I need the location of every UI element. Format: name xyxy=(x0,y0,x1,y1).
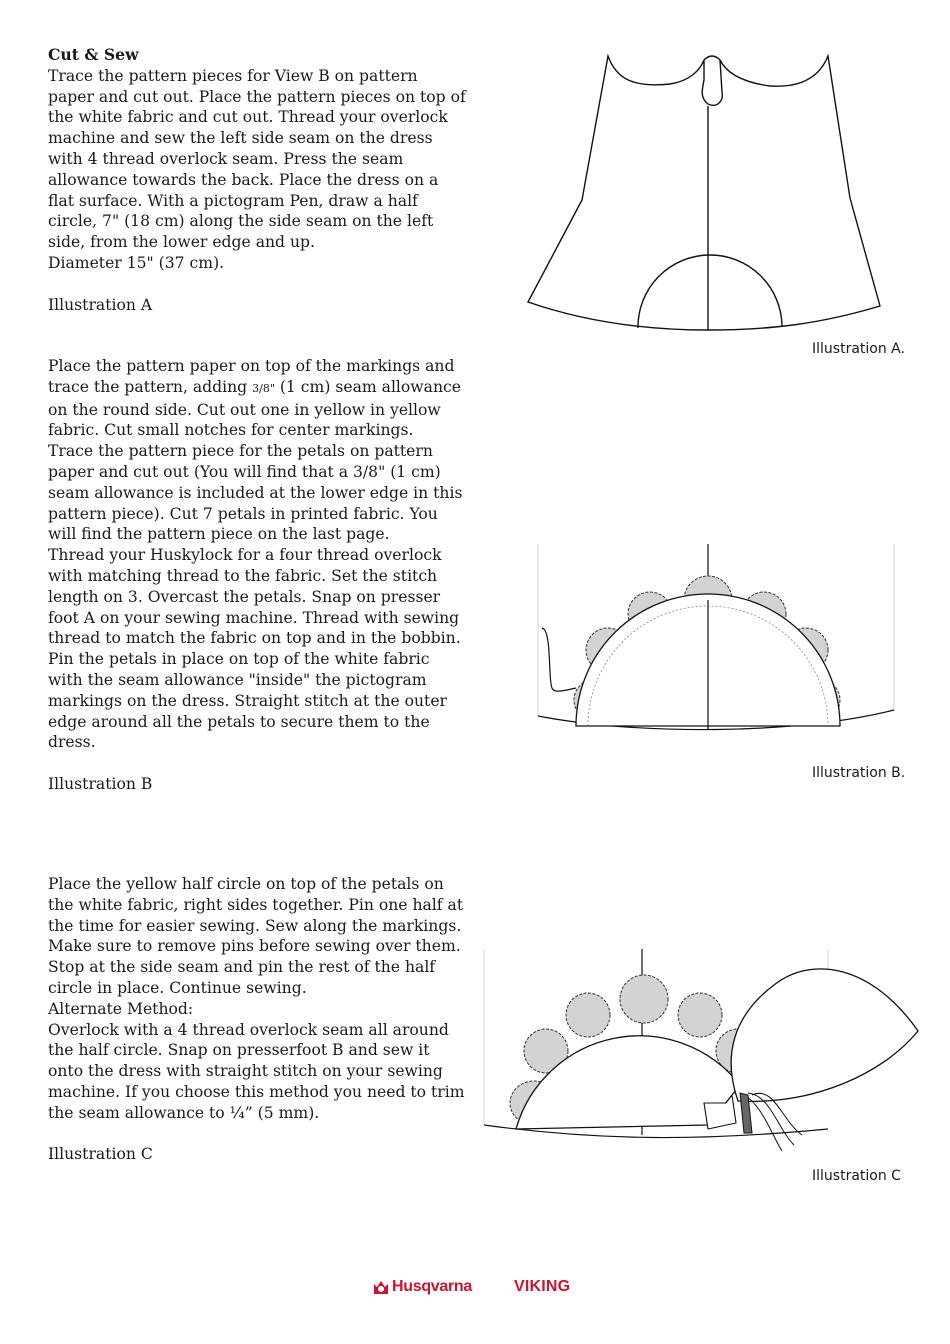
dress-outline xyxy=(528,56,880,330)
seam-fraction: 3/8" xyxy=(252,381,275,395)
viking-wordmark: VIKING xyxy=(514,1278,571,1295)
illustration-c-sewing xyxy=(482,945,920,1170)
caption-illustration-a: Illustration A. xyxy=(812,341,905,357)
footer-brand xyxy=(370,1276,600,1300)
pattern-paper-paragraph xyxy=(48,356,468,441)
husqvarna-crown-icon xyxy=(372,1278,390,1296)
section-heading: Cut & Sew xyxy=(48,45,139,64)
illustration-a-dress xyxy=(520,50,920,340)
illustration-c-reference: Illustration C xyxy=(48,1145,153,1164)
illustration-b-petals xyxy=(536,540,898,740)
caption-illustration-b: Illustration B. xyxy=(812,765,906,781)
petal-5 xyxy=(678,993,722,1037)
half-circle-marking xyxy=(638,255,782,328)
section-cut-and-sew xyxy=(48,45,468,315)
petal-4 xyxy=(620,975,668,1023)
pattern-paper-text-2: (1 cm) seam allowance on the round side. Cut out one in yellow in yellow fabric. Cut small notches for center markings. xyxy=(48,377,461,440)
petals-paragraph: Trace the pattern piece for the petals on pattern paper and cut out (You will find that a 3/8" (1 cm) seam allowance is included at the lower edge in this pattern piece). Cut 7 petals in printed fabric. You will find the pattern piece on the last page. xyxy=(48,442,463,544)
cut-sew-paragraph: Trace the pattern pieces for View B on pattern paper and cut out. Place the pattern pieces on top of the white fabric and cut out. Thread your overlock machine and sew the left side seam on the dress with 4 thread overlock seam. Press the seam allowance towards the back. Place the dress on a flat surface. With a pictogram Pen, draw a half circle, 7" (18 cm) along the side seam on the left side, from the lower edge and up. xyxy=(48,66,466,252)
half-circle-paragraph: Place the yellow half circle on top of the petals on the white fabric, right sides together. Pin one half at the time for easier sewing. Sew along the markings. Make sure to remove pins before sewing over them. Stop at the side seam and pin the rest of the half circle in place. Continue sewing. xyxy=(48,875,464,997)
yellow-half-circle-piece xyxy=(731,969,918,1101)
illustration-a-reference: Illustration A xyxy=(48,295,153,314)
section-petals xyxy=(48,356,468,795)
husqvarna-wordmark: Husqvarna xyxy=(392,1278,472,1295)
alternate-method-heading: Alternate Method: xyxy=(48,999,194,1018)
illustration-b-reference: Illustration B xyxy=(48,774,153,793)
caption-illustration-c: Illustration C xyxy=(812,1168,901,1184)
pattern-paper-text-1: Place the pattern paper on top of the markings and trace the pattern, adding xyxy=(48,357,455,396)
neck-notch xyxy=(704,56,720,60)
huskylock-paragraph: Thread your Huskylock for a four thread overlock with matching thread to the fabric. Set the stitch length on 3. Overcast the petals. Snap on presser foot A on your sewing machine. Thread with sewing thread to match the fabric on top and in the bobbin. Pin the petals in place on top of the white fabric with the seam allowance "inside" the pictogram markings on the dress. Straight stitch at the outer edge around all the petals to secure them to the dress. xyxy=(48,546,461,752)
petal-3 xyxy=(566,993,610,1037)
overlock-paragraph: Overlock with a 4 thread overlock seam all around the half circle. Snap on presserfoot B and sew it onto the dress with straight stitch on your sewing machine. If you choose this method you need to trim the seam allowance to ¼” (5 mm). xyxy=(48,1020,465,1122)
section-half-circle xyxy=(48,874,468,1165)
diameter-note: Diameter 15" (37 cm). xyxy=(48,253,225,272)
side-seam-thread xyxy=(542,628,576,691)
